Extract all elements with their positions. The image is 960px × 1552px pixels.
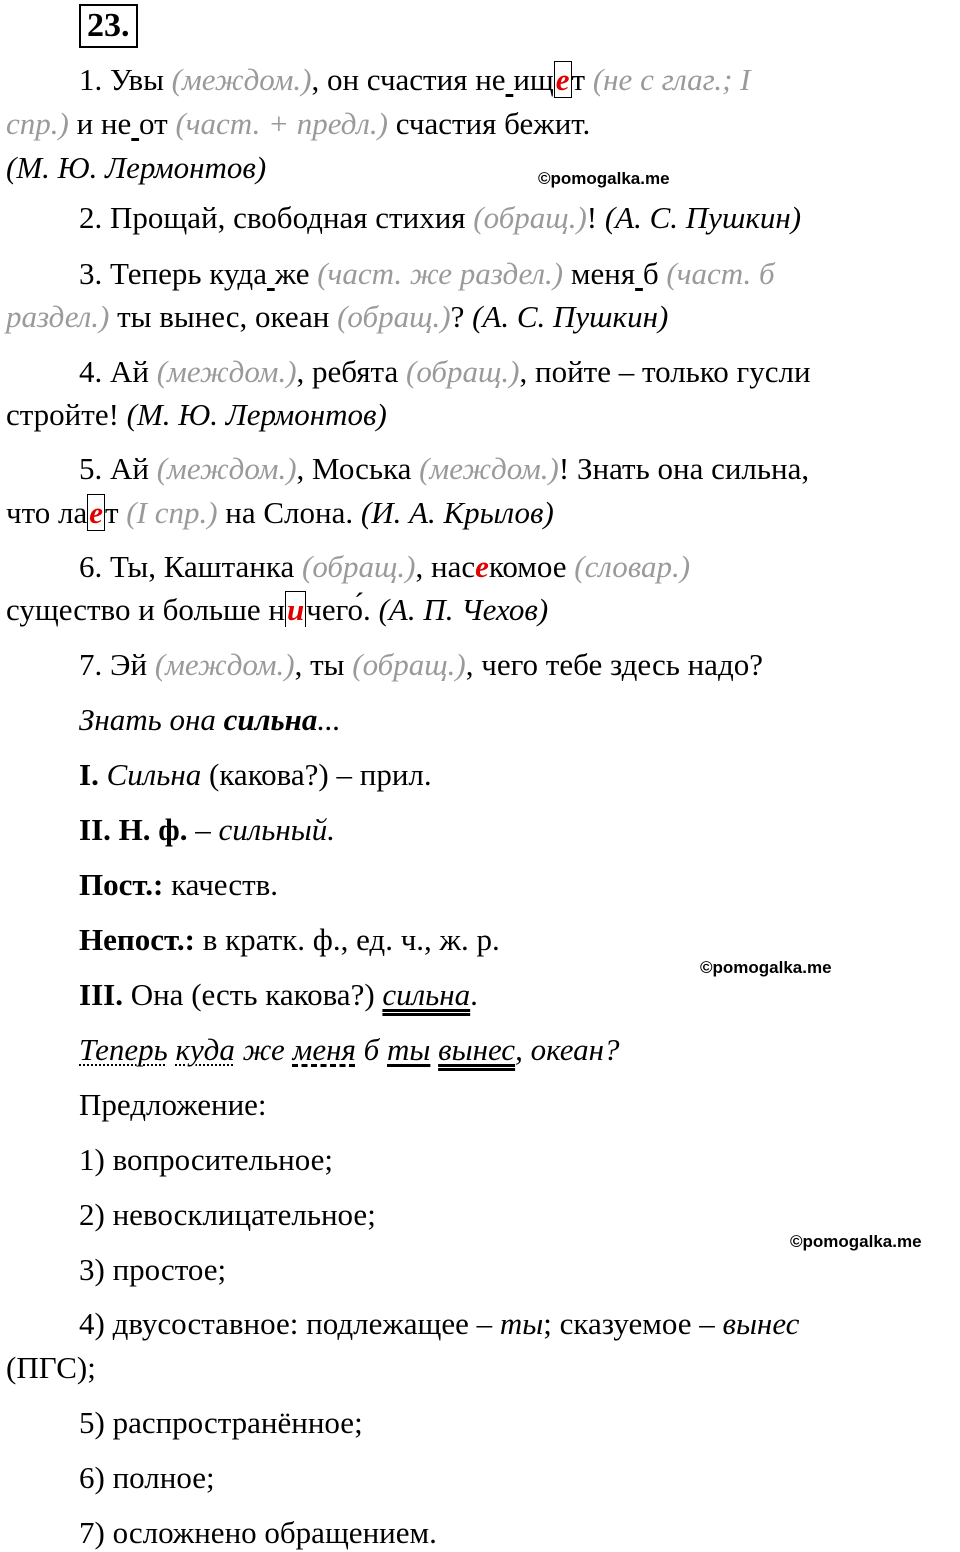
parse-2-item-5: 5) распространённое; (79, 1405, 363, 1440)
sentence-4-line-1: 4. Ай (междом.), ребята (обращ.), пойте – только гусли (79, 354, 811, 389)
sentence-2: 2. Прощай, свободная стихия (обращ.)! (А. С. Пушкин) (79, 200, 802, 235)
prefix-mark (285, 591, 306, 627)
sentence-5-line-2: что лает (I спр.) на Слона. (И. А. Крылов) (6, 495, 554, 530)
watermark: ©pomogalka.me (538, 169, 670, 188)
note: (междом.) (171, 62, 312, 97)
parse-2-heading: Предложение: (79, 1087, 267, 1122)
sentence-1-author: (М. Ю. Лермонтов) (6, 150, 267, 185)
sentence-6-line-1: 6. Ты, Каштанка (обращ.), насекомое (словар.) (79, 549, 691, 584)
exercise-number: 23. (79, 4, 138, 48)
parse-1-row-1: I. Сильна (какова?) – прил. (79, 757, 432, 792)
parse-1-row-4: Непост.: в кратк. ф., ед. ч., ж. р. (79, 922, 500, 957)
parse-2-item-3: 3) простое; (79, 1252, 227, 1287)
sentence-4-line-2: стройте! (М. Ю. Лермонтов) (6, 397, 387, 432)
parse-2-item-1: 1) вопросительное; (79, 1142, 333, 1177)
ending-box (87, 494, 105, 531)
parse-2-item-2: 2) невосклицательное; (79, 1197, 376, 1232)
parse-1-row-3: Пост.: качеств. (79, 867, 279, 902)
watermark: ©pomogalka.me (790, 1232, 922, 1251)
sentence-3-line-2: раздел.) ты вынес, океан (обращ.)? (А. С. Пушкин) (6, 299, 669, 334)
spelling-letter: е (475, 549, 489, 584)
parse-1-row-2: II. Н. ф. – сильный. (79, 812, 335, 847)
spelling-letter: и (287, 592, 305, 627)
sentence-7: 7. Эй (междом.), ты (обращ.), чего тебе здесь надо? (79, 647, 763, 682)
sentence-1-line-1: 1. Увы (междом.), он счастия не ищет (не с глаг.; I (79, 62, 751, 97)
ending-box (554, 61, 572, 98)
parse-2-item-4-cont: (ПГС); (6, 1350, 96, 1385)
parse-1-row-5: III. Она (есть какова?) сильна. (79, 977, 478, 1012)
spelling-letter: е (89, 495, 103, 530)
sentence-1-line-2: спр.) и не от (част. + предл.) счастия бежит. (6, 106, 591, 141)
watermark: ©pomogalka.me (700, 958, 832, 977)
spelling-letter: е (555, 62, 570, 97)
parse-2-item-6: 6) полное; (79, 1460, 215, 1495)
sentence-3-line-1: 3. Теперь куда же (част. же раздел.) меня б (част. б (79, 256, 775, 291)
parse-2-item-7: 7) осложнено обращением. (79, 1515, 437, 1550)
parse-2-item-4: 4) двусоставное: подлежащее – ты; сказуемое – вынес (79, 1306, 800, 1341)
parse-2-sentence: Теперь куда же меня б ты вынес, океан? (79, 1032, 620, 1067)
parse-1-title: Знать она сильна... (79, 702, 341, 737)
sentence-5-line-1: 5. Ай (междом.), Моська (междом.)! Знать она сильна, (79, 451, 810, 486)
sentence-6-line-2: существо и больше ничего́. (А. П. Чехов) (6, 592, 549, 627)
